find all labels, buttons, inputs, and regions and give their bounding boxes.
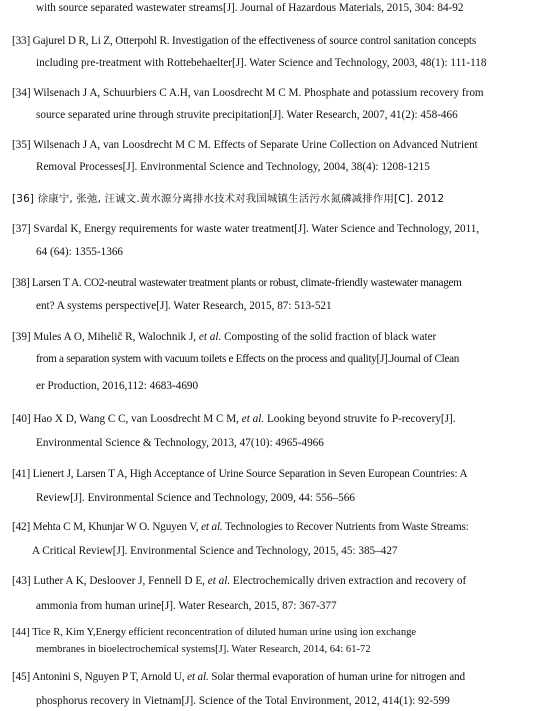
ref-39-line-1-text: [39] Mules A O, Mihelič R, Walochnik J, et al. Composting of the solid fraction of black water [12, 331, 437, 343]
ref-39-line-1 [12, 330, 436, 344]
ref-35-line-2: Removal Processes[J]. Environmental Science and Technology, 2004, 38(4): 1208-1215 [36, 161, 430, 173]
ref-38-line-1: [38] Larsen T A. CO2-neutral wastewater treatment plants or robust, climate-friendly wastewater managem [12, 277, 462, 289]
ref-39-line-3: er Production, 2016,112: 4683-4690 [36, 380, 199, 392]
ref-37-line-1: [37] Svardal K, Energy requirements for waste water treatment[J]. Water Science and Technology, 2011, [12, 223, 480, 235]
et-al-italic: et al. [241, 413, 265, 425]
ref-33-line-1: [33] Gajurel D R, Li Z, Otterpohl R. Investigation of the effectiveness of source control sanitation concepts [12, 35, 477, 47]
ref-33-line-2: including pre-treatment with Rottebehaelter[J]. Water Science and Technology, 2003, 48(1): 111-118 [36, 57, 487, 69]
et-al-italic: et al. [207, 575, 231, 587]
ref-44-line-2: membranes in bioelectrochemical systems[J]. Water Research, 2014, 64: 61-72 [36, 644, 371, 655]
et-al-italic: et al. [201, 521, 223, 533]
ref-41-line-1: [41] Lienert J, Larsen T A, High Acceptance of Urine Source Separation in Seven European Countries: A [12, 468, 468, 480]
ref-45-line-1: [45] Antonini S, Nguyen P T, Arnold U, et al. Solar thermal evaporation of human urine for nitrogen and [12, 671, 465, 683]
ref-42-line-2: A Critical Review[J]. Environmental Science and Technology, 2015, 45: 385–427 [32, 545, 398, 557]
ref-38-line-2: ent? A systems perspective[J]. Water Research, 2015, 87: 513-521 [36, 300, 332, 312]
ref-34-line-1: [34] Wilsenach J A, Schuurbiers C A.H, van Loosdrecht M C M. Phosphate and potassium recovery from [12, 87, 484, 99]
ref-43-line-1: [43] Luther A K, Desloover J, Fennell D E, et al. Electrochemically driven extraction and recovery of [12, 575, 467, 587]
ref-34-line-2: source separated urine through struvite precipitation[J]. Water Research, 2007, 41(2): 458-466 [36, 109, 458, 121]
ref-32-line-1: with source separated wastewater streams[J]. Journal of Hazardous Materials, 2015, 304: 84-92 [36, 2, 464, 14]
et-al-italic: et al. [198, 331, 222, 343]
ref-45-line-2: phosphorus recovery in Vietnam[J]. Science of the Total Environment, 2012, 414(1): 92-599 [36, 695, 450, 707]
ref-37-line-2: 64 (64): 1355-1366 [36, 246, 124, 258]
ref-35-line-1: [35] Wilsenach J A, van Loosdrecht M C M. Effects of Separate Urine Collection on Advanced Nutrient [12, 139, 478, 151]
ref-36-line-1: [36] 徐康宁, 张弛, 汪诚文.黄水源分离排水技术对我国城镇生活污水氮磷减排作用[C]. 2012 [12, 193, 445, 205]
ref-42-line-1: [42] Mehta C M, Khunjar W O. Nguyen V, et al. Technologies to Recover Nutrients from Waste Streams: [12, 521, 469, 533]
ref-39-line-2: from a separation system with vacuum toilets e Effects on the process and quality[J].Journal of Clean [36, 353, 460, 365]
ref-44-line-1: [44] Tice R, Kim Y,Energy efficient reconcentration of diluted human urine using ion exchange [12, 627, 417, 638]
et-al-italic: et al. [187, 671, 209, 683]
ref-41-line-2: Review[J]. Environmental Science and Technology, 2009, 44: 556–566 [36, 492, 355, 504]
ref-43-line-2: ammonia from human urine[J]. Water Research, 2015, 87: 367-377 [36, 600, 337, 612]
ref-40-line-2: Environmental Science & Technology, 2013, 47(10): 4965-4966 [36, 437, 324, 449]
ref-40-line-1: [40] Hao X D, Wang C C, van Loosdrecht M C M, et al. Looking beyond struvite fo P-recovery[J]. [12, 413, 456, 425]
